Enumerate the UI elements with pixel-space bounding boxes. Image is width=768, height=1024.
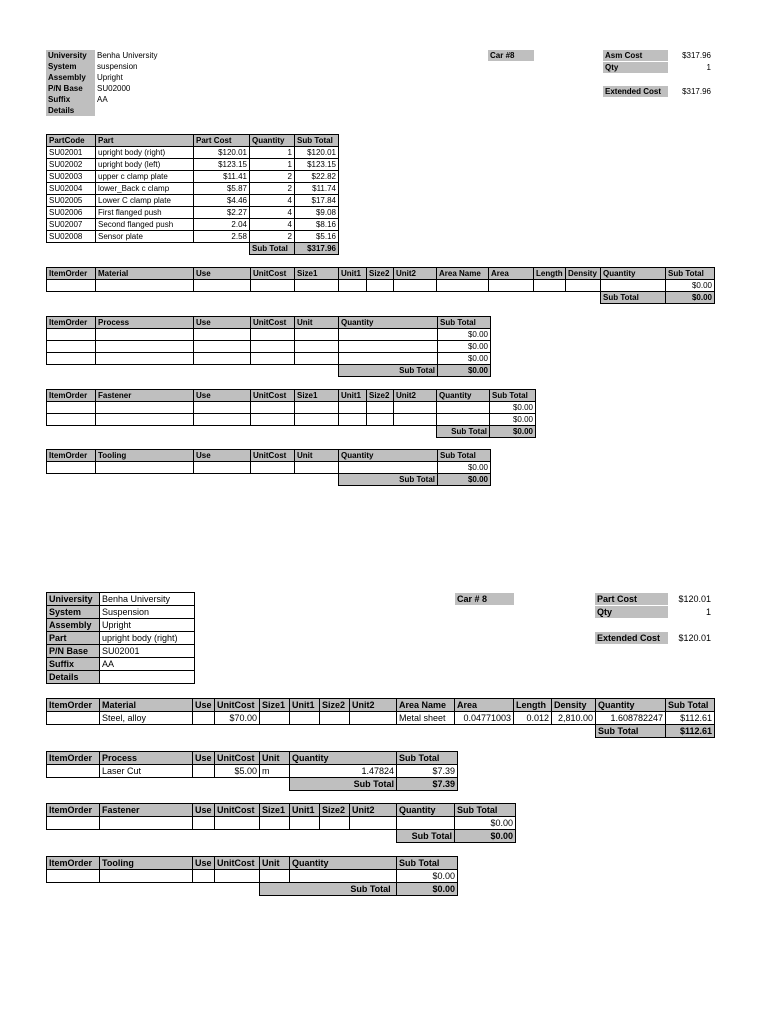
part-quantity: 4 <box>250 219 295 231</box>
table-row <box>47 147 339 159</box>
info-label: P/N Base <box>46 83 95 94</box>
column-header: Quantity <box>437 390 490 402</box>
column-header: Sub Total <box>438 450 491 462</box>
fastener-subtotal-row <box>47 426 536 438</box>
table-row <box>47 414 536 426</box>
row-subtotal: $0.00 <box>455 817 516 830</box>
table-row <box>47 341 491 353</box>
info-value: SU02000 <box>97 84 131 93</box>
subtotal-label: Sub Total <box>596 725 666 738</box>
column-header: UnitCost <box>251 317 295 329</box>
density: 2,810.00 <box>552 712 596 725</box>
column-header: Sub Total <box>295 135 339 147</box>
column-header: Size2 <box>320 804 350 817</box>
column-header: Size1 <box>295 268 339 280</box>
column-header: Size1 <box>260 804 290 817</box>
extended-cost-label: Extended Cost <box>595 632 668 644</box>
area: 0.04771003 <box>455 712 514 725</box>
material-table <box>46 267 715 304</box>
part-name: lower_Back c clamp <box>96 183 194 195</box>
part-name: upright body (right) <box>96 147 194 159</box>
row-subtotal: $7.39 <box>397 765 458 778</box>
part-tooling-table <box>46 856 458 896</box>
column-header: UnitCost <box>215 752 260 765</box>
subtotal-value: $7.39 <box>397 778 458 791</box>
part-quantity: 2 <box>250 231 295 243</box>
column-header: Tooling <box>100 857 193 870</box>
part-cost: $2.27 <box>194 207 250 219</box>
column-header: UnitCost <box>251 268 295 280</box>
row-subtotal: $0.00 <box>438 329 491 341</box>
column-header: Use <box>194 317 251 329</box>
part-name: upright body (left) <box>96 159 194 171</box>
part-material-table <box>46 698 715 738</box>
info-label: University <box>46 50 95 61</box>
column-header: UnitCost <box>215 804 260 817</box>
table-row <box>47 171 339 183</box>
part-quantity: 1 <box>250 159 295 171</box>
column-header: Unit <box>260 752 290 765</box>
column-header: Material <box>96 268 194 280</box>
subtotal-value: $0.00 <box>666 292 715 304</box>
table-row <box>47 280 715 292</box>
qty-label: Qty <box>595 606 668 618</box>
subtotal-value: $0.00 <box>438 474 491 486</box>
column-header: ItemOrder <box>47 804 100 817</box>
part-info-table <box>46 592 195 684</box>
column-header: Material <box>100 699 193 712</box>
row-subtotal: $0.00 <box>438 353 491 365</box>
part-code: SU02002 <box>47 159 96 171</box>
column-header: ItemOrder <box>47 450 96 462</box>
column-header: ItemOrder <box>47 752 100 765</box>
column-header: Fastener <box>96 390 194 402</box>
fastener-header-row <box>47 390 536 402</box>
part-cost: 2.04 <box>194 219 250 231</box>
part-subtotal: $5.16 <box>295 231 339 243</box>
info-row <box>46 61 196 72</box>
qty-label: Qty <box>603 62 668 73</box>
column-header: Size2 <box>367 390 394 402</box>
part-quantity: 4 <box>250 195 295 207</box>
column-header: UnitCost <box>215 699 260 712</box>
part-code: SU02006 <box>47 207 96 219</box>
tooling-header-row <box>47 450 491 462</box>
info-value: Benha University <box>97 51 158 60</box>
part-quantity: 4 <box>250 207 295 219</box>
column-header: UnitCost <box>215 857 260 870</box>
part-cost-value: $120.01 <box>678 594 711 604</box>
subtotal-value: $0.00 <box>438 365 491 377</box>
extended-cost-value: $317.96 <box>682 87 711 96</box>
assembly-info-table <box>46 50 196 116</box>
parts-header-row <box>47 135 339 147</box>
info-row <box>47 645 195 658</box>
column-header: Use <box>194 450 251 462</box>
part-subtotal: $9.08 <box>295 207 339 219</box>
part-name: upper c clamp plate <box>96 171 194 183</box>
column-header: Use <box>193 804 215 817</box>
info-label: Details <box>47 671 100 684</box>
info-label: P/N Base <box>47 645 100 658</box>
info-value: AA <box>97 95 108 104</box>
column-header: Area <box>455 699 514 712</box>
column-header: Sub Total <box>666 268 715 280</box>
quantity: 1.608782247 <box>596 712 666 725</box>
info-label: Suffix <box>47 658 100 671</box>
column-header: Quantity <box>339 317 438 329</box>
unit1 <box>290 712 320 725</box>
tooling-table <box>46 449 491 486</box>
material-subtotal-row <box>47 725 715 738</box>
subtotal-value: $317.96 <box>295 243 339 255</box>
info-row <box>47 671 195 684</box>
info-row <box>47 619 195 632</box>
subtotal-value: $0.00 <box>490 426 536 438</box>
info-row <box>47 632 195 645</box>
column-header: Use <box>194 390 251 402</box>
row-subtotal: $0.00 <box>666 280 715 292</box>
info-value: suspension <box>97 62 138 71</box>
car-label: Car # 8 <box>455 593 514 605</box>
column-header: Unit2 <box>350 699 397 712</box>
info-row <box>46 83 196 94</box>
info-value: Suspension <box>100 606 195 619</box>
extended-cost-value: $120.01 <box>678 633 711 643</box>
column-header: Quantity <box>250 135 295 147</box>
tooling-header-row <box>47 857 458 870</box>
part-code: SU02004 <box>47 183 96 195</box>
column-header: Unit <box>260 857 290 870</box>
column-header: Length <box>534 268 566 280</box>
part-name: Second flanged push <box>96 219 194 231</box>
info-label: Suffix <box>46 94 95 105</box>
column-header: ItemOrder <box>47 268 96 280</box>
fastener-table <box>46 389 536 438</box>
table-row <box>47 231 339 243</box>
table-row <box>47 329 491 341</box>
part-code: SU02008 <box>47 231 96 243</box>
qty-value: 1 <box>705 607 711 617</box>
process-use <box>193 765 215 778</box>
part-code: SU02001 <box>47 147 96 159</box>
column-header: ItemOrder <box>47 317 96 329</box>
column-header: Unit1 <box>339 390 367 402</box>
part-cost: $5.87 <box>194 183 250 195</box>
info-row <box>47 593 195 606</box>
info-row <box>47 606 195 619</box>
part-name: Lower C clamp plate <box>96 195 194 207</box>
column-header: Area Name <box>437 268 489 280</box>
row-subtotal: $112.61 <box>666 712 715 725</box>
unit-cost: $70.00 <box>215 712 260 725</box>
column-header: Sub Total <box>666 699 715 712</box>
info-label: University <box>47 593 100 606</box>
table-row <box>47 207 339 219</box>
asm-cost-label: Asm Cost <box>603 50 668 61</box>
column-header: Sub Total <box>455 804 516 817</box>
unit2 <box>350 712 397 725</box>
part-subtotal: $123.15 <box>295 159 339 171</box>
item-order <box>47 712 100 725</box>
part-quantity: 2 <box>250 171 295 183</box>
subtotal-label: Sub Total <box>601 292 666 304</box>
parts-table <box>46 134 339 255</box>
part-name: First flanged push <box>96 207 194 219</box>
info-value: Benha University <box>100 593 195 606</box>
column-header: UnitCost <box>251 450 295 462</box>
column-header: ItemOrder <box>47 390 96 402</box>
column-header: Quantity <box>601 268 666 280</box>
column-header: Unit1 <box>290 804 320 817</box>
subtotal-value: $112.61 <box>666 725 715 738</box>
column-header: Use <box>193 699 215 712</box>
column-header: Size1 <box>295 390 339 402</box>
part-subtotal: $22.82 <box>295 171 339 183</box>
length: 0.012 <box>514 712 552 725</box>
part-subtotal: $8.16 <box>295 219 339 231</box>
info-row <box>46 50 196 61</box>
column-header: Area Name <box>397 699 455 712</box>
part-code: SU02007 <box>47 219 96 231</box>
subtotal-label: Sub Total <box>350 884 391 894</box>
part-quantity: 1 <box>250 147 295 159</box>
info-label: System <box>47 606 100 619</box>
column-header: Fastener <box>100 804 193 817</box>
info-row <box>47 658 195 671</box>
column-header: PartCode <box>47 135 96 147</box>
column-header: Quantity <box>290 857 397 870</box>
column-header: Sub Total <box>397 752 458 765</box>
subtotal-label-cell <box>260 883 397 896</box>
table-row <box>47 765 458 778</box>
row-subtotal: $0.00 <box>490 414 536 426</box>
column-header: Process <box>96 317 194 329</box>
info-row <box>46 105 196 116</box>
info-value: SU02001 <box>100 645 195 658</box>
table-row <box>47 159 339 171</box>
fastener-header-row <box>47 804 516 817</box>
column-header: Sub Total <box>490 390 536 402</box>
column-header: Quantity <box>596 699 666 712</box>
material-header-row <box>47 268 715 280</box>
part-cost: $11.41 <box>194 171 250 183</box>
info-value <box>95 105 196 116</box>
column-header: Unit2 <box>394 390 437 402</box>
area-name: Metal sheet <box>397 712 455 725</box>
size1 <box>260 712 290 725</box>
tooling-subtotal-row <box>47 474 491 486</box>
material-use <box>193 712 215 725</box>
column-header: Unit1 <box>290 699 320 712</box>
part-cost: 2.58 <box>194 231 250 243</box>
subtotal-label: Sub Total <box>397 830 455 843</box>
row-subtotal: $0.00 <box>490 402 536 414</box>
column-header: Sub Total <box>397 857 458 870</box>
subtotal-value: $0.00 <box>397 883 458 896</box>
table-row <box>47 870 458 883</box>
part-cost: $120.01 <box>194 147 250 159</box>
part-subtotal: $120.01 <box>295 147 339 159</box>
item-order <box>47 765 100 778</box>
table-row <box>47 195 339 207</box>
column-header: Sub Total <box>438 317 491 329</box>
part-cost: $4.46 <box>194 195 250 207</box>
process-header-row <box>47 317 491 329</box>
table-row <box>47 462 491 474</box>
info-value: upright body (right) <box>100 632 195 645</box>
info-label: Details <box>46 105 95 116</box>
process-header-row <box>47 752 458 765</box>
column-header: Size1 <box>260 699 290 712</box>
column-header: Size2 <box>367 268 394 280</box>
process-table <box>46 316 491 377</box>
column-header: Unit2 <box>350 804 397 817</box>
column-header: Use <box>193 857 215 870</box>
process-subtotal-row <box>47 365 491 377</box>
info-row <box>46 94 196 105</box>
quantity: 1.47824 <box>290 765 397 778</box>
part-subtotal: $11.74 <box>295 183 339 195</box>
table-row <box>47 353 491 365</box>
info-value <box>100 671 195 684</box>
column-header: Part Cost <box>194 135 250 147</box>
car-label: Car #8 <box>488 50 534 61</box>
size2 <box>320 712 350 725</box>
part-cost: $123.15 <box>194 159 250 171</box>
info-label: System <box>46 61 95 72</box>
column-header: Density <box>552 699 596 712</box>
material-header-row <box>47 699 715 712</box>
row-subtotal: $0.00 <box>438 462 491 474</box>
column-header: Unit <box>295 317 339 329</box>
part-process-table <box>46 751 458 791</box>
unit-cost: $5.00 <box>215 765 260 778</box>
info-value: AA <box>100 658 195 671</box>
column-header: Length <box>514 699 552 712</box>
info-label: Assembly <box>46 72 95 83</box>
part-name: Sensor plate <box>96 231 194 243</box>
info-row <box>46 72 196 83</box>
column-header: Process <box>100 752 193 765</box>
column-header: Quantity <box>339 450 438 462</box>
table-row <box>47 183 339 195</box>
part-subtotal: $17.84 <box>295 195 339 207</box>
material-subtotal-row <box>47 292 715 304</box>
info-label: Assembly <box>47 619 100 632</box>
part-code: SU02005 <box>47 195 96 207</box>
part-fastener-table <box>46 803 516 843</box>
column-header: Quantity <box>290 752 397 765</box>
column-header: Quantity <box>397 804 455 817</box>
info-label: Part <box>47 632 100 645</box>
asm-cost-value: $317.96 <box>682 51 711 60</box>
table-row <box>47 219 339 231</box>
column-header: Area <box>489 268 534 280</box>
unit: m <box>260 765 290 778</box>
column-header: ItemOrder <box>47 857 100 870</box>
subtotal-label: Sub Total <box>339 474 438 486</box>
process-subtotal-row <box>47 778 458 791</box>
column-header: Unit1 <box>339 268 367 280</box>
subtotal-label: Sub Total <box>250 243 295 255</box>
part-quantity: 2 <box>250 183 295 195</box>
tooling-subtotal-row <box>47 883 458 896</box>
table-row <box>47 712 715 725</box>
extended-cost-label: Extended Cost <box>603 86 668 97</box>
qty-value: 1 <box>706 63 711 72</box>
part-cost-label: Part Cost <box>595 593 668 605</box>
material-name: Steel, alloy <box>100 712 193 725</box>
table-row <box>47 817 516 830</box>
column-header: ItemOrder <box>47 699 100 712</box>
subtotal-label: Sub Total <box>437 426 490 438</box>
fastener-subtotal-row <box>47 830 516 843</box>
column-header: UnitCost <box>251 390 295 402</box>
subtotal-label: Sub Total <box>339 365 438 377</box>
column-header: Size2 <box>320 699 350 712</box>
parts-subtotal-row <box>47 243 339 255</box>
column-header: Unit <box>295 450 339 462</box>
part-code: SU02003 <box>47 171 96 183</box>
subtotal-value: $0.00 <box>455 830 516 843</box>
column-header: Tooling <box>96 450 194 462</box>
column-header: Density <box>566 268 601 280</box>
table-row <box>47 402 536 414</box>
process-name: Laser Cut <box>100 765 193 778</box>
info-value: Upright <box>97 73 123 82</box>
subtotal-label: Sub Total <box>290 778 397 791</box>
info-value: Upright <box>100 619 195 632</box>
row-subtotal: $0.00 <box>438 341 491 353</box>
column-header: Use <box>194 268 251 280</box>
column-header: Unit2 <box>394 268 437 280</box>
column-header: Part <box>96 135 194 147</box>
row-subtotal: $0.00 <box>397 870 458 883</box>
column-header: Use <box>193 752 215 765</box>
